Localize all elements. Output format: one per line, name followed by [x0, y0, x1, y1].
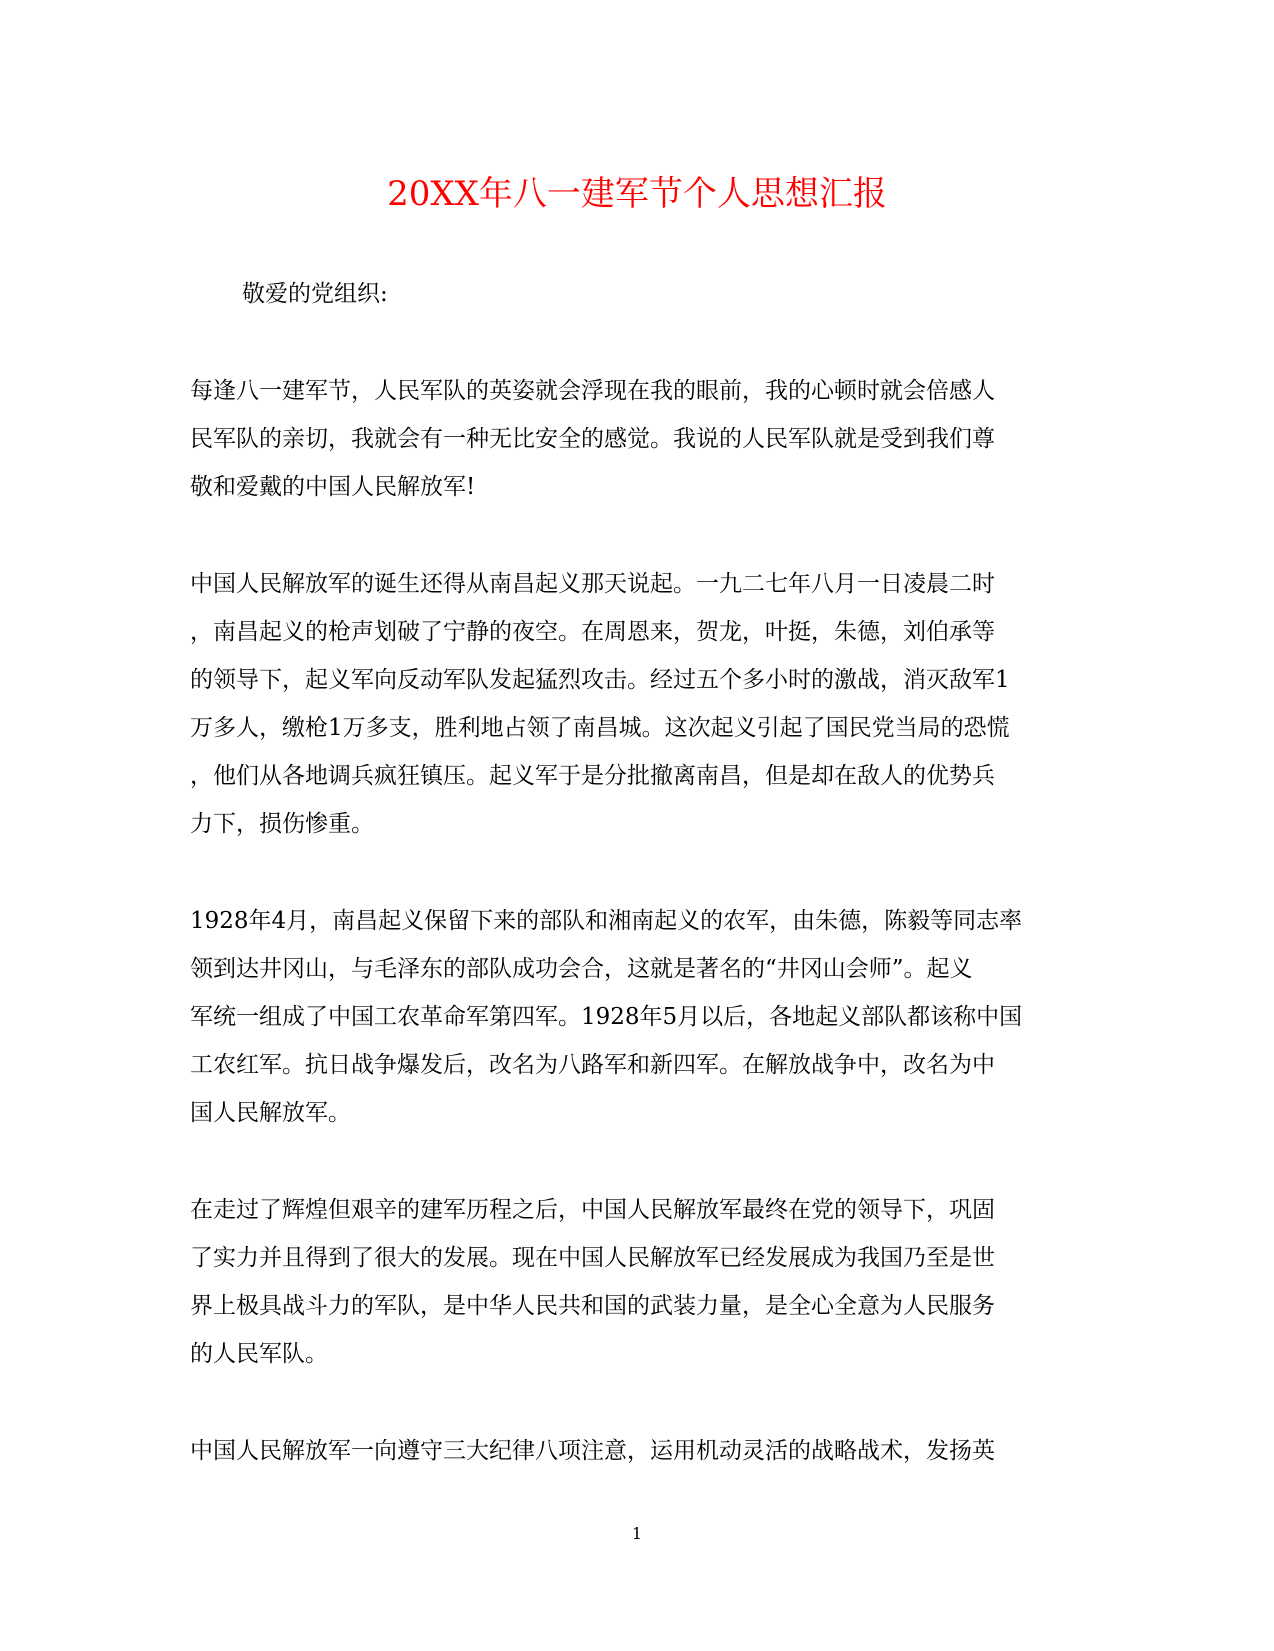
paragraph-line: 军统一组成了中国工农革命军第四军。1928年5月以后，各地起义部队都该称中国 [190, 1004, 1023, 1030]
paragraph-line: 力下，损伤惨重。 [190, 811, 374, 837]
paragraph-4 [190, 1186, 1076, 1378]
paragraph-5 [190, 1427, 1076, 1475]
paragraph-line: 敬和爱戴的中国人民解放军! [190, 474, 476, 500]
paragraph-line: 1928年4月，南昌起义保留下来的部队和湘南起义的农军，由朱德，陈毅等同志率 [190, 908, 1023, 934]
paragraph-line: 中国人民解放军的诞生还得从南昌起义那天说起。一九二七年八月一日凌晨二时 [190, 571, 995, 597]
paragraph-line: 中国人民解放军一向遵守三大纪律八项注意，运用机动灵活的战略战术，发扬英 [190, 1438, 995, 1464]
paragraph-line: 民军队的亲切，我就会有一种无比安全的感觉。我说的人民军队就是受到我们尊 [190, 426, 995, 452]
paragraph-line: 了实力并且得到了很大的发展。现在中国人民解放军已经发展成为我国乃至是世 [190, 1245, 995, 1271]
paragraph-1 [190, 367, 1076, 511]
paragraph-line: ，他们从各地调兵疯狂镇压。起义军于是分批撤离南昌，但是却在敌人的优势兵 [190, 763, 995, 789]
paragraph-line: 工农红军。抗日战争爆发后，改名为八路军和新四军。在解放战争中，改名为中 [190, 1052, 995, 1078]
document-title: 20XX年八一建军节个人思想汇报 [387, 174, 887, 214]
paragraph-3 [190, 897, 1076, 1137]
document-body [190, 270, 1076, 1475]
paragraph-line: 领到达井冈山，与毛泽东的部队成功会合，这就是著名的“井冈山会师”。起义 [190, 956, 973, 982]
paragraph-line: 在走过了辉煌但艰辛的建军历程之后，中国人民解放军最终在党的领导下，巩固 [190, 1197, 995, 1223]
paragraph-line: ，南昌起义的枪声划破了宁静的夜空。在周恩来，贺龙，叶挺，朱德，刘伯承等 [190, 619, 995, 645]
page-number: 1 [631, 1524, 643, 1543]
paragraph-line: 界上极具战斗力的军队，是中华人民共和国的武装力量，是全心全意为人民服务 [190, 1293, 995, 1319]
paragraph-line: 国人民解放军。 [190, 1100, 351, 1126]
paragraph-line: 的领导下，起义军向反动军队发起猛烈攻击。经过五个多小时的激战，消灭敌军1 [190, 667, 1010, 693]
paragraph-line: 万多人，缴枪1万多支，胜利地占领了南昌城。这次起义引起了国民党当局的恐慌 [190, 715, 1010, 741]
salutation: 敬爱的党组织: [242, 281, 388, 307]
paragraph-line: 的人民军队。 [190, 1341, 328, 1367]
paragraph-2 [190, 560, 1076, 848]
paragraph-line: 每逢八一建军节，人民军队的英姿就会浮现在我的眼前，我的心顿时就会倍感人 [190, 378, 995, 404]
